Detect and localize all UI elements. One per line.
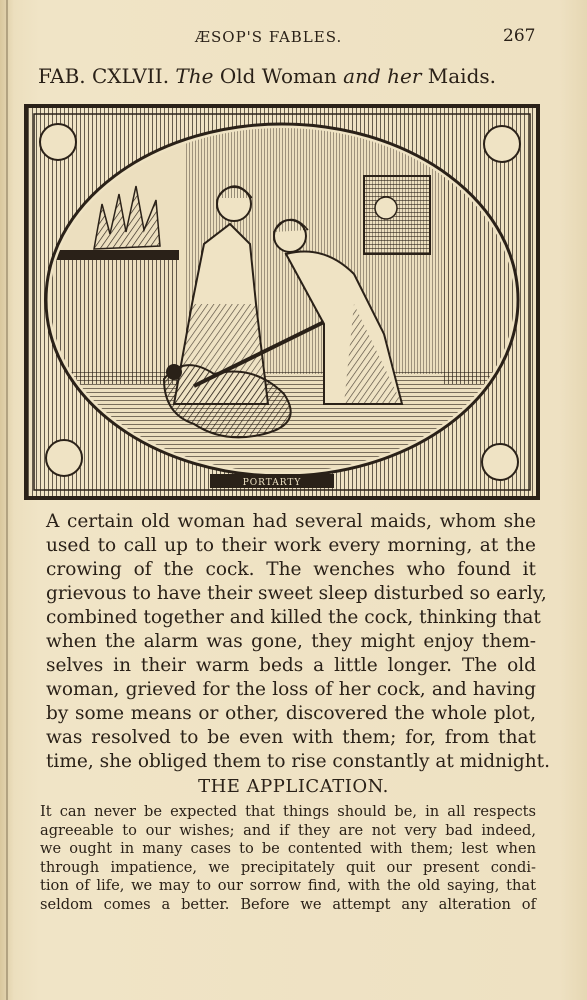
woodcut-illustration [24,104,540,500]
body-line: by some means or other, discovered the whole plot, [46,703,536,724]
engraver-signature: PORTARTY [242,478,302,488]
fable-number: FAB. CXLVII. [38,64,170,88]
body-line: time, she obliged them to rise constantly at midnight. [46,751,550,772]
corner-roundel [46,440,82,476]
fable-title-old-woman: Old Woman [219,64,337,88]
application-line: It can never be expected that things should be, in all respects [40,803,536,820]
page-gutter-edge [6,0,8,1000]
page-number: 267 [503,26,536,46]
corner-roundel [40,124,76,160]
running-head: ÆSOP'S FABLES. [195,28,343,46]
fable-title-and-her: and her [343,64,422,88]
body-line: combined together and killed the cock, thinking that [46,607,541,628]
body-line: used to call up to their work every morning, at the [46,535,536,556]
application-line: seldom comes a better. Before we attempt any alteration of [40,895,536,913]
fable-body [46,510,550,774]
application-line: agreeable to our wishes; and if they are not very bad indeed, [40,821,536,839]
body-line: when the alarm was gone, they might enjoy them- [46,631,536,652]
corner-roundel [484,126,520,162]
body-line: crowing of the cock. The wenches who found it [46,559,536,580]
application-line: through impatience, we precipitately quit our present condi- [40,858,536,876]
fable-title [38,64,496,88]
body-line: A certain old woman had several maids, whom she [46,511,536,532]
body-line: grievous to have their sweet sleep disturbed so early, [46,583,547,604]
fable-title-maids: Maids. [427,64,496,88]
corner-roundel [482,444,518,480]
application-heading: THE APPLICATION. [198,776,389,797]
body-line: selves in their warm beds a little longer. The old [46,655,536,676]
body-line: woman, grieved for the loss of her cock, and having [46,679,536,700]
application-line: we ought in many cases to be contented with them; lest when [40,840,536,857]
body-line: was resolved to be even with them; for, from that [46,727,536,748]
application-line: tion of life, we may to our sorrow find, with the old saying, that [40,877,536,894]
application-body [40,803,536,914]
fable-title-the: The [175,64,214,88]
